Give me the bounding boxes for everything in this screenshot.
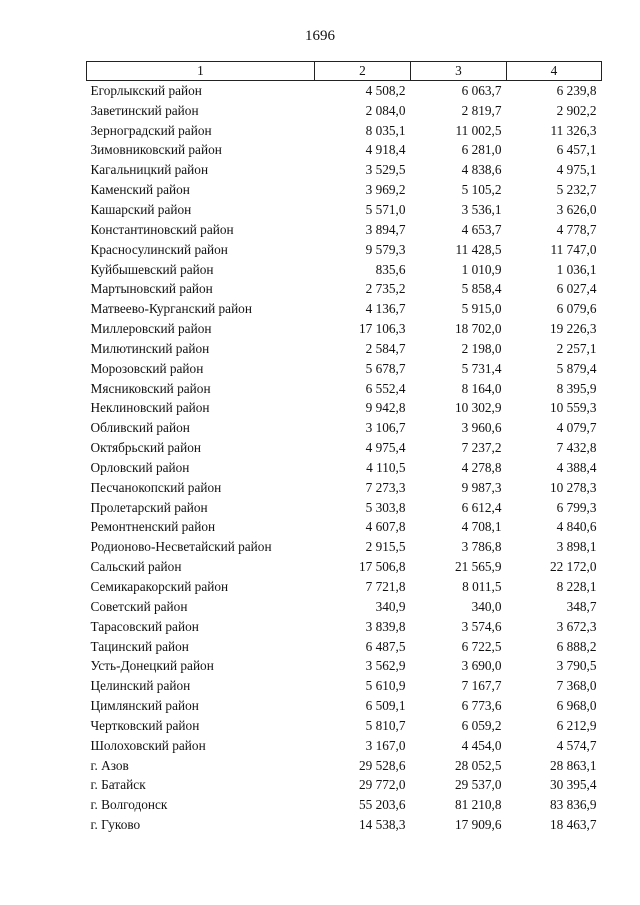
row-value-cell-4: 348,7 xyxy=(566,598,597,614)
row-name-cell: Красносулинский район xyxy=(90,241,228,257)
row-value-cell-3: 5 858,4 xyxy=(461,281,502,297)
row-value-cell-2: 17 506,8 xyxy=(358,559,406,575)
table-row xyxy=(87,141,602,161)
row-value-cell-4: 10 559,3 xyxy=(549,400,597,416)
row-name-cell: Каменский район xyxy=(90,182,190,198)
row-value-cell-4: 3 626,0 xyxy=(556,201,597,217)
row-value-cell-3: 5 731,4 xyxy=(461,360,502,376)
table-row xyxy=(87,319,602,339)
row-name-cell: Заветинский район xyxy=(90,102,199,118)
page-number: 1696 xyxy=(305,28,335,44)
row-name-cell: Целинский район xyxy=(90,678,191,694)
row-value-cell-4: 4 840,6 xyxy=(556,519,597,535)
row-value-cell-2: 5 303,8 xyxy=(365,499,406,515)
row-name-cell: Сальский район xyxy=(90,559,182,575)
table-row xyxy=(87,756,602,776)
table-row xyxy=(87,478,602,498)
row-name-cell: Октябрьский район xyxy=(90,440,201,456)
row-value-cell-3: 7 167,7 xyxy=(461,678,502,694)
row-value-cell-3: 29 537,0 xyxy=(454,777,502,793)
row-name-cell: Миллеровский район xyxy=(90,321,212,337)
row-value-cell-2: 55 203,6 xyxy=(358,797,406,813)
row-value-cell-2: 3 167,0 xyxy=(365,737,406,753)
row-value-cell-2: 8 035,1 xyxy=(365,122,406,138)
row-value-cell-2: 14 538,3 xyxy=(358,817,406,833)
row-value-cell-4: 28 863,1 xyxy=(549,757,597,773)
row-value-cell-4: 8 395,9 xyxy=(556,380,597,396)
table-row xyxy=(87,160,602,180)
row-value-cell-3: 28 052,5 xyxy=(454,757,502,773)
row-name-cell: Мартыновский район xyxy=(90,281,213,297)
row-value-cell-3: 11 428,5 xyxy=(455,241,502,257)
row-name-cell: Тацинский район xyxy=(90,638,189,654)
row-value-cell-3: 81 210,8 xyxy=(454,797,502,813)
row-value-cell-3: 4 708,1 xyxy=(461,519,502,535)
row-value-cell-4: 3 790,5 xyxy=(556,658,597,674)
row-value-cell-4: 2 902,2 xyxy=(556,102,597,118)
table-row xyxy=(87,299,602,319)
row-value-cell-3: 9 987,3 xyxy=(461,479,502,495)
table-row xyxy=(87,815,602,835)
row-value-cell-2: 4 136,7 xyxy=(365,301,406,317)
row-value-cell-4: 6 212,9 xyxy=(556,717,597,733)
row-value-cell-4: 2 257,1 xyxy=(556,340,597,356)
row-value-cell-3: 11 002,5 xyxy=(455,122,502,138)
row-value-cell-3: 17 909,6 xyxy=(454,817,502,833)
row-value-cell-4: 7 368,0 xyxy=(556,678,597,694)
row-value-cell-4: 4 778,7 xyxy=(556,221,597,237)
table-row xyxy=(87,121,602,141)
table-row xyxy=(87,101,602,121)
row-value-cell-4: 6 888,2 xyxy=(556,638,597,654)
row-value-cell-2: 4 607,8 xyxy=(365,519,406,535)
row-name-cell: Семикаракорский район xyxy=(90,579,229,595)
row-name-cell: Чертковский район xyxy=(90,717,200,733)
row-name-cell: Шолоховский район xyxy=(90,737,206,753)
row-value-cell-4: 30 395,4 xyxy=(549,777,597,793)
row-value-cell-4: 10 278,3 xyxy=(549,479,597,495)
row-value-cell-3: 7 237,2 xyxy=(461,440,502,456)
row-value-cell-3: 5 915,0 xyxy=(461,301,502,317)
row-value-cell-3: 3 690,0 xyxy=(461,658,502,674)
row-name-cell: Орловский район xyxy=(90,459,190,475)
table-row xyxy=(87,676,602,696)
row-value-cell-4: 6 079,6 xyxy=(556,301,597,317)
row-value-cell-4: 19 226,3 xyxy=(549,321,597,337)
row-value-cell-3: 3 960,6 xyxy=(461,420,502,436)
table-body xyxy=(87,81,602,836)
table-row xyxy=(87,617,602,637)
row-value-cell-4: 7 432,8 xyxy=(556,440,597,456)
row-value-cell-3: 1 010,9 xyxy=(461,261,502,277)
table-row xyxy=(87,656,602,676)
column-header-1: 1 xyxy=(87,62,315,81)
row-value-cell-3: 4 838,6 xyxy=(461,162,502,178)
row-value-cell-3: 10 302,9 xyxy=(454,400,502,416)
row-value-cell-4: 5 232,7 xyxy=(556,182,597,198)
row-value-cell-4: 6 239,8 xyxy=(556,82,597,98)
row-value-cell-2: 5 810,7 xyxy=(365,717,406,733)
row-value-cell-4: 11 326,3 xyxy=(550,122,597,138)
row-value-cell-4: 18 463,7 xyxy=(549,817,597,833)
row-value-cell-4: 6 027,4 xyxy=(556,281,597,297)
row-value-cell-2: 7 273,3 xyxy=(365,479,406,495)
row-name-cell: Советский район xyxy=(90,598,188,614)
row-value-cell-2: 3 894,7 xyxy=(365,221,406,237)
table-row xyxy=(87,339,602,359)
row-value-cell-2: 3 839,8 xyxy=(365,618,406,634)
row-name-cell: г. Волгодонск xyxy=(90,797,168,813)
row-value-cell-4: 6 457,1 xyxy=(556,142,597,158)
table-row xyxy=(87,279,602,299)
row-value-cell-3: 3 574,6 xyxy=(461,618,502,634)
table-row xyxy=(87,359,602,379)
table-row xyxy=(87,438,602,458)
row-value-cell-2: 5 678,7 xyxy=(365,360,406,376)
table-row xyxy=(87,180,602,200)
row-value-cell-3: 3 536,1 xyxy=(461,201,502,217)
row-value-cell-3: 6 612,4 xyxy=(461,499,502,515)
row-value-cell-2: 29 772,0 xyxy=(358,777,406,793)
row-value-cell-2: 4 918,4 xyxy=(365,142,406,158)
row-name-cell: г. Батайск xyxy=(90,777,146,793)
row-value-cell-3: 8 164,0 xyxy=(461,380,502,396)
row-value-cell-2: 29 528,6 xyxy=(358,757,406,773)
row-name-cell: Кашарский район xyxy=(90,201,192,217)
row-name-cell: Мясниковский район xyxy=(90,380,211,396)
table-row xyxy=(87,776,602,796)
row-name-cell: Обливский район xyxy=(90,420,190,436)
row-value-cell-2: 3 529,5 xyxy=(365,162,406,178)
row-value-cell-2: 6 487,5 xyxy=(365,638,406,654)
row-value-cell-2: 9 579,3 xyxy=(365,241,406,257)
table-row xyxy=(87,498,602,518)
table-row xyxy=(87,518,602,538)
table-row xyxy=(87,458,602,478)
row-value-cell-2: 2 735,2 xyxy=(365,281,406,297)
row-value-cell-4: 83 836,9 xyxy=(549,797,597,813)
row-value-cell-2: 2 915,5 xyxy=(365,539,406,555)
row-value-cell-2: 5 571,0 xyxy=(365,201,406,217)
table-row xyxy=(87,637,602,657)
row-value-cell-3: 2 819,7 xyxy=(461,102,502,118)
budget-table xyxy=(86,61,602,835)
row-value-cell-3: 340,0 xyxy=(471,598,502,614)
table-row xyxy=(87,200,602,220)
row-value-cell-3: 6 063,7 xyxy=(461,82,502,98)
row-value-cell-2: 4 508,2 xyxy=(365,82,406,98)
row-name-cell: Родионово-Несветайский район xyxy=(90,539,272,555)
row-name-cell: Пролетарский район xyxy=(90,499,208,515)
row-name-cell: Цимлянский район xyxy=(90,698,199,714)
table-row xyxy=(87,716,602,736)
table-header-row xyxy=(87,62,602,81)
row-value-cell-4: 6 968,0 xyxy=(556,698,597,714)
row-value-cell-2: 2 584,7 xyxy=(365,340,406,356)
row-value-cell-3: 6 773,6 xyxy=(461,698,502,714)
row-value-cell-3: 6 281,0 xyxy=(461,142,502,158)
row-value-cell-4: 8 228,1 xyxy=(556,579,597,595)
row-name-cell: Куйбышевский район xyxy=(90,261,214,277)
row-name-cell: Усть-Донецкий район xyxy=(90,658,214,674)
row-value-cell-4: 3 672,3 xyxy=(556,618,597,634)
row-name-cell: Неклиновский район xyxy=(90,400,210,416)
table-row xyxy=(87,557,602,577)
table-row xyxy=(87,696,602,716)
row-value-cell-2: 7 721,8 xyxy=(365,579,406,595)
row-value-cell-2: 340,9 xyxy=(375,598,406,614)
row-value-cell-4: 1 036,1 xyxy=(556,261,597,277)
table-row xyxy=(87,81,602,101)
row-value-cell-2: 835,6 xyxy=(375,261,406,277)
row-value-cell-3: 3 786,8 xyxy=(461,539,502,555)
table-row xyxy=(87,220,602,240)
table-row xyxy=(87,537,602,557)
row-value-cell-4: 22 172,0 xyxy=(549,559,597,575)
row-value-cell-3: 4 454,0 xyxy=(461,737,502,753)
row-name-cell: Песчанокопский район xyxy=(90,479,222,495)
row-value-cell-4: 4 975,1 xyxy=(556,162,597,178)
row-value-cell-3: 21 565,9 xyxy=(454,559,502,575)
row-name-cell: Матвеево-Курганский район xyxy=(90,301,252,317)
row-value-cell-3: 6 722,5 xyxy=(461,638,502,654)
row-name-cell: Милютинский район xyxy=(90,340,210,356)
row-name-cell: Тарасовский район xyxy=(90,618,199,634)
table-row xyxy=(87,260,602,280)
row-name-cell: Егорлыкский район xyxy=(90,82,202,98)
row-value-cell-2: 2 084,0 xyxy=(365,102,406,118)
column-header-4: 4 xyxy=(507,62,602,81)
row-value-cell-3: 4 653,7 xyxy=(461,221,502,237)
column-header-2: 2 xyxy=(315,62,411,81)
row-value-cell-3: 4 278,8 xyxy=(461,459,502,475)
row-value-cell-2: 3 562,9 xyxy=(365,658,406,674)
row-value-cell-3: 6 059,2 xyxy=(461,717,502,733)
table-row xyxy=(87,379,602,399)
row-name-cell: Кагальницкий район xyxy=(90,162,209,178)
row-value-cell-2: 5 610,9 xyxy=(365,678,406,694)
row-value-cell-2: 6 552,4 xyxy=(365,380,406,396)
row-value-cell-2: 3 106,7 xyxy=(365,420,406,436)
row-name-cell: г. Азов xyxy=(90,757,129,773)
row-name-cell: Ремонтненский район xyxy=(90,519,216,535)
row-value-cell-4: 4 388,4 xyxy=(556,459,597,475)
row-value-cell-4: 3 898,1 xyxy=(556,539,597,555)
row-value-cell-2: 9 942,8 xyxy=(365,400,406,416)
row-name-cell: Морозовский район xyxy=(90,360,204,376)
row-value-cell-4: 11 747,0 xyxy=(550,241,597,257)
table-row xyxy=(87,577,602,597)
row-value-cell-3: 2 198,0 xyxy=(461,340,502,356)
row-value-cell-2: 4 110,5 xyxy=(366,459,406,475)
table-row xyxy=(87,399,602,419)
row-value-cell-4: 6 799,3 xyxy=(556,499,597,515)
row-value-cell-2: 6 509,1 xyxy=(365,698,406,714)
row-value-cell-2: 4 975,4 xyxy=(365,440,406,456)
row-value-cell-2: 17 106,3 xyxy=(358,321,406,337)
row-name-cell: Зерноградский район xyxy=(90,122,212,138)
row-value-cell-2: 3 969,2 xyxy=(365,182,406,198)
table-row xyxy=(87,418,602,438)
row-value-cell-4: 4 574,7 xyxy=(556,737,597,753)
row-name-cell: г. Гуково xyxy=(90,817,141,833)
row-value-cell-3: 18 702,0 xyxy=(454,321,502,337)
row-value-cell-3: 5 105,2 xyxy=(461,182,502,198)
table-row xyxy=(87,795,602,815)
row-value-cell-4: 4 079,7 xyxy=(556,420,597,436)
row-value-cell-4: 5 879,4 xyxy=(556,360,597,376)
column-header-3: 3 xyxy=(411,62,507,81)
row-name-cell: Зимовниковский район xyxy=(90,142,222,158)
table-row xyxy=(87,240,602,260)
table-row xyxy=(87,597,602,617)
row-value-cell-3: 8 011,5 xyxy=(462,579,502,595)
row-name-cell: Константиновский район xyxy=(90,221,234,237)
table-row xyxy=(87,736,602,756)
